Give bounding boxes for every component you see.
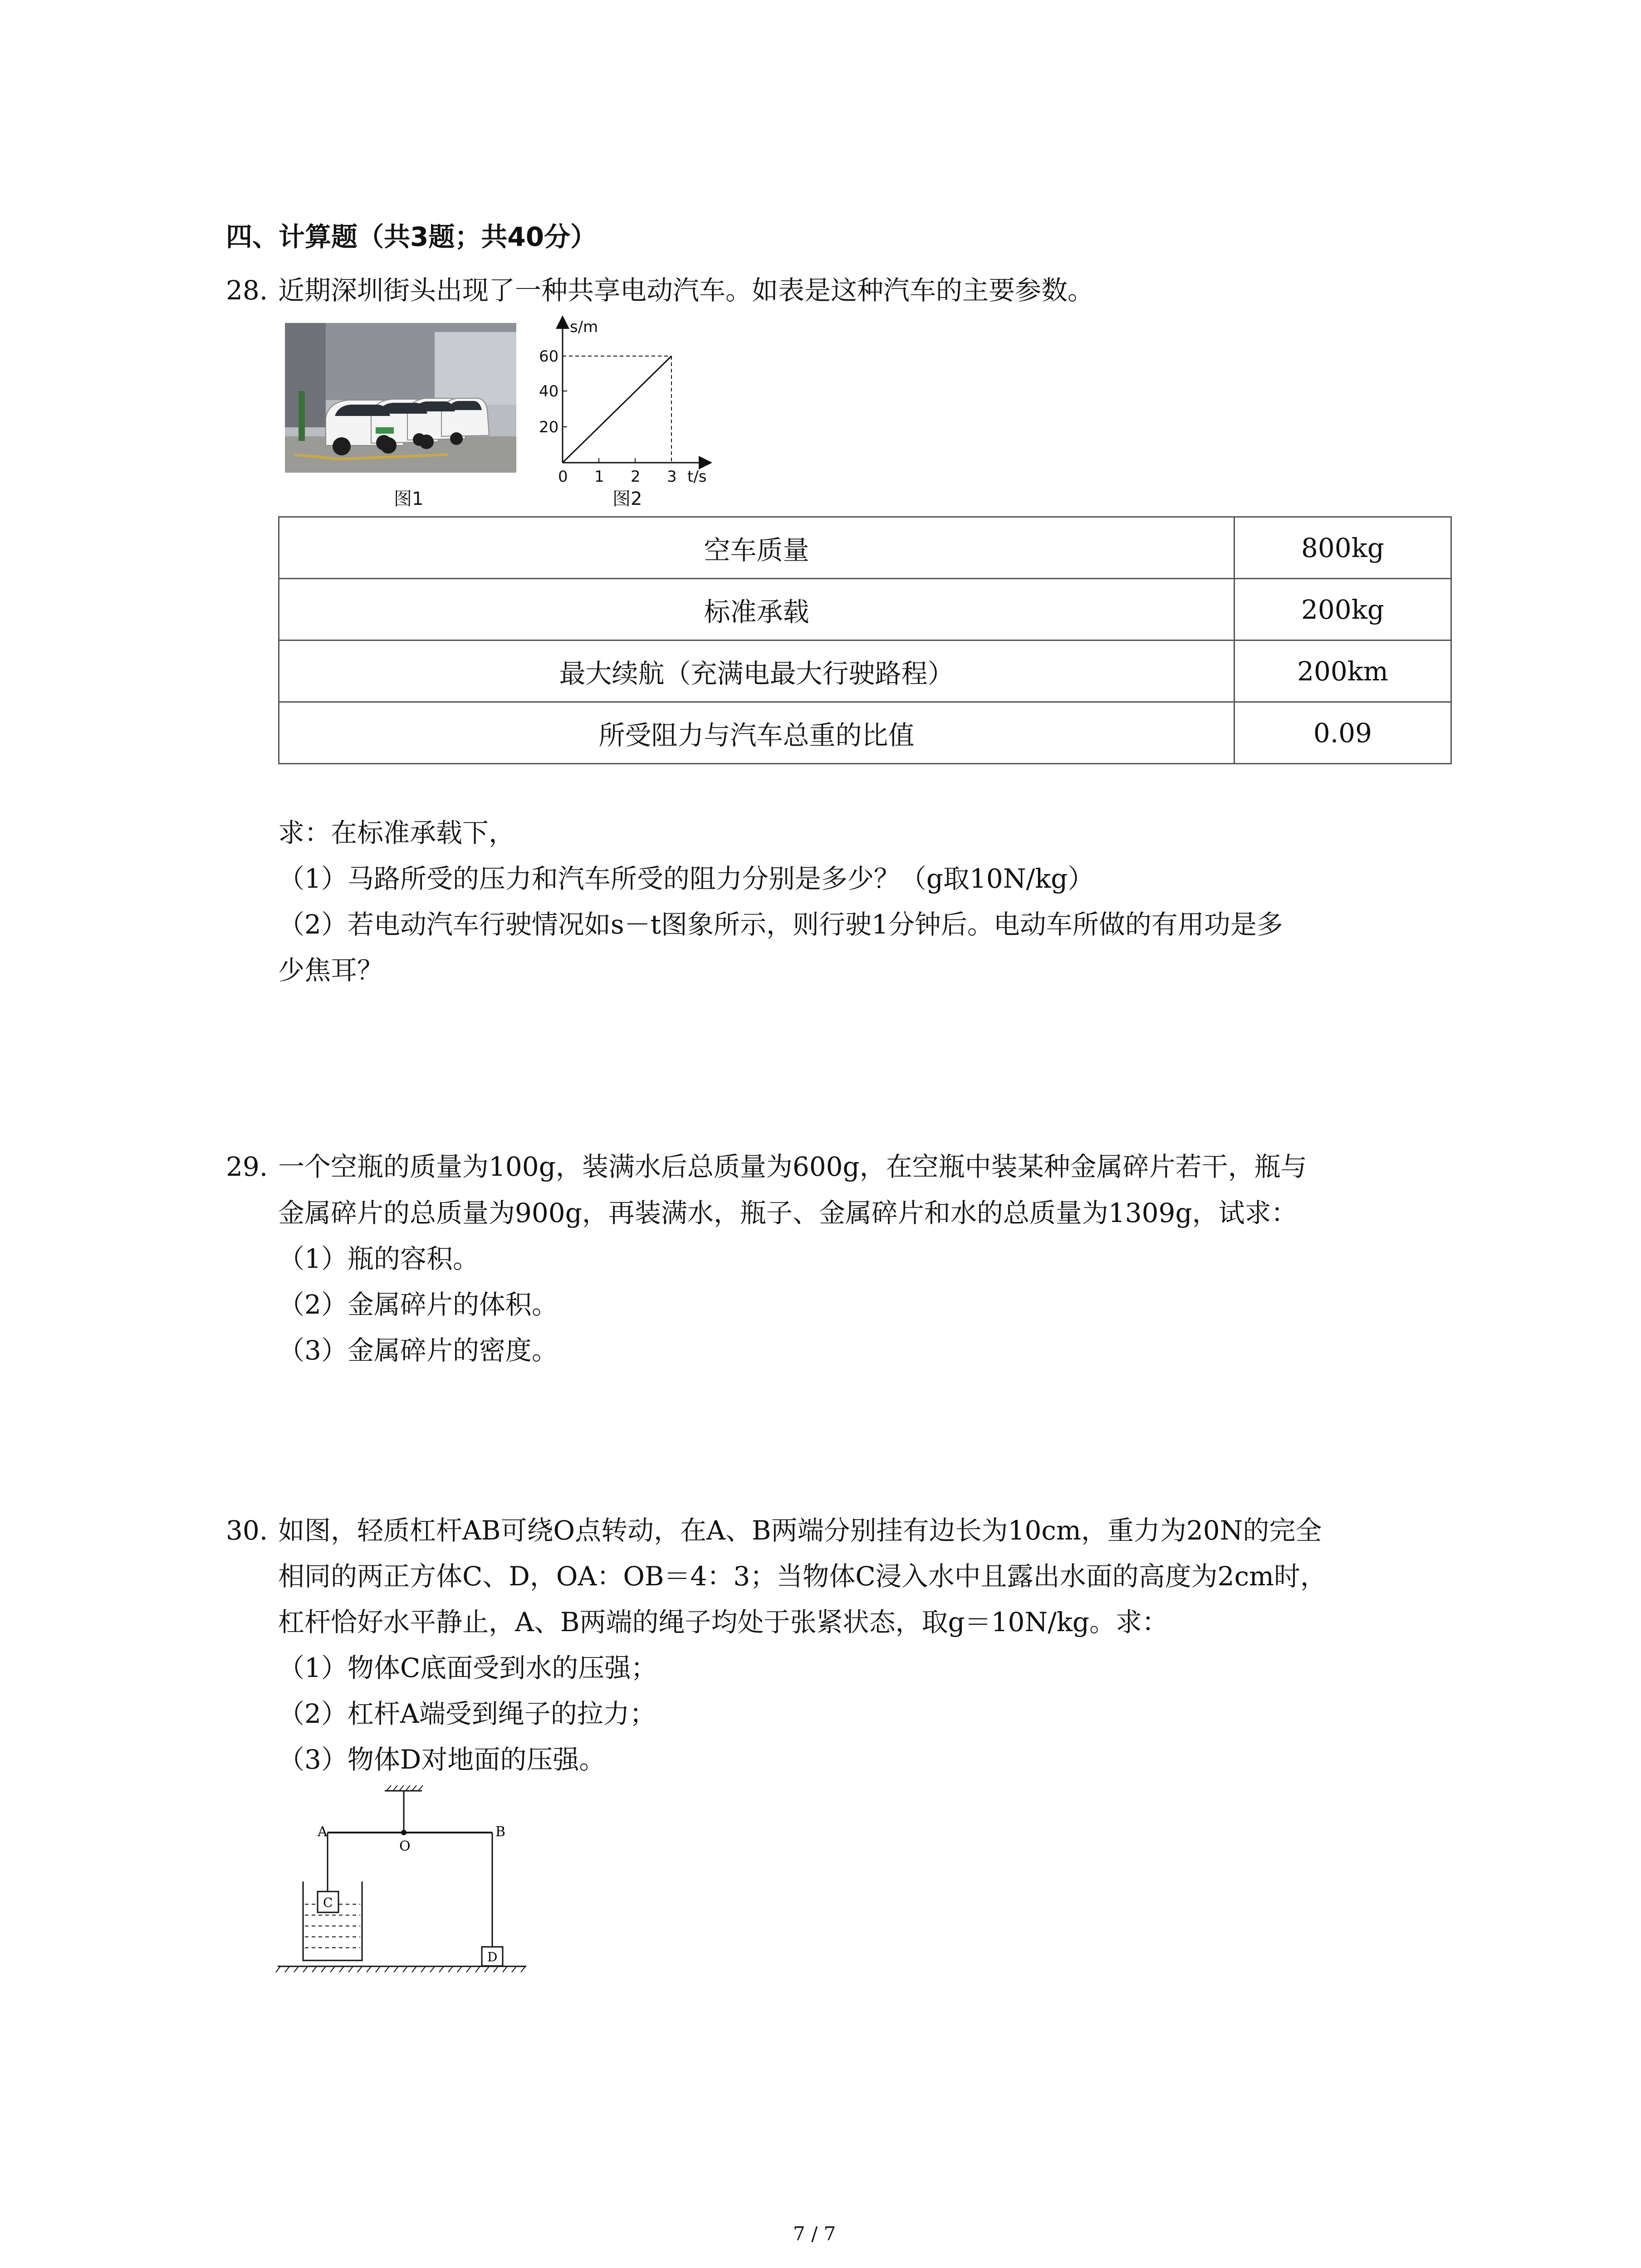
x-tick-0: 0	[558, 468, 568, 485]
table-row	[279, 517, 1451, 579]
page-number: 7 / 7	[793, 2223, 836, 2245]
label-C: C	[323, 1895, 333, 1910]
y-tick-40: 40	[539, 382, 559, 401]
y-axis-label: s/m	[570, 318, 598, 336]
lever-diagram	[272, 1783, 535, 1973]
table-row	[279, 640, 1451, 702]
label-D: D	[487, 1950, 498, 1965]
label-O: O	[399, 1838, 411, 1854]
q30-sub2: （2）杠杆A端受到绳子的拉力；	[278, 1698, 656, 1729]
q29-sub3: （3）金属碎片的密度。	[278, 1335, 558, 1366]
q28-number: 28.	[226, 275, 268, 306]
q29-line2: 金属碎片的总质量为900g，再装满水，瓶子、金属碎片和水的总质量为1309g，试求：	[278, 1198, 1298, 1228]
q28-sub2-line1: （2）若电动汽车行驶情况如s－t图象所示，则行驶1分钟后。电动车所做的有用功是多	[278, 909, 1283, 940]
car-photo	[285, 323, 516, 473]
table-cell: 200kg	[1234, 579, 1451, 640]
table-cell: 800kg	[1234, 517, 1451, 579]
label-A: A	[318, 1824, 328, 1840]
q28-stem: 近期深圳街头出现了一种共享电动汽车。如表是这种汽车的主要参数。	[278, 275, 1094, 306]
table-cell: 空车质量	[279, 517, 1234, 579]
st-graph	[526, 313, 717, 485]
q29-sub1: （1）瓶的容积。	[278, 1243, 479, 1274]
q30-line1: 如图，轻质杠杆AB可绕O点转动，在A、B两端分别挂有边长为10cm，重力为20N的完全	[278, 1515, 1322, 1546]
x-tick-2: 2	[631, 468, 641, 485]
x-tick-1: 1	[594, 468, 604, 485]
table-row	[279, 579, 1451, 640]
q29-line1: 一个空瓶的质量为100g，装满水后总质量为600g，在空瓶中装某种金属碎片若干，瓶与	[278, 1151, 1307, 1182]
st-line	[563, 356, 671, 463]
table-cell: 最大续航（充满电最大行驶路程）	[279, 640, 1234, 702]
params-table	[278, 516, 1452, 764]
fig2-caption: 图2	[612, 489, 642, 509]
fig1-caption: 图1	[394, 489, 424, 509]
x-axis-label: t/s	[687, 468, 707, 485]
label-B: B	[495, 1824, 506, 1840]
section-title: 四、计算题（共3题；共40分）	[226, 221, 597, 252]
q30-sub3: （3）物体D对地面的压强。	[278, 1744, 606, 1775]
y-tick-20: 20	[539, 418, 559, 436]
q28-sub2-line2: 少焦耳？	[278, 955, 384, 986]
q28-ask: 求：在标准承载下，	[278, 817, 515, 848]
q30-number: 30.	[226, 1515, 268, 1546]
q30-line2: 相同的两正方体C、D，OA：OB＝4：3；当物体C浸入水中且露出水面的高度为2cm时，	[278, 1561, 1327, 1592]
q30-sub1: （1）物体C底面受到水的压强；	[278, 1652, 657, 1683]
q28-sub1: （1）马路所受的压力和汽车所受的阻力分别是多少？（g取10N/kg）	[278, 863, 1094, 894]
table-cell: 标准承载	[279, 579, 1234, 640]
x-tick-3: 3	[667, 468, 677, 485]
table-cell: 200km	[1234, 640, 1451, 702]
q29-sub2: （2）金属碎片的体积。	[278, 1289, 558, 1320]
q30-line3: 杠杆恰好水平静止，A、B两端的绳子均处于张紧状态，取g＝10N/kg。求：	[278, 1607, 1169, 1637]
q29-number: 29.	[226, 1151, 268, 1182]
pivot-O	[401, 1830, 407, 1835]
table-cell: 0.09	[1234, 702, 1451, 764]
y-tick-60: 60	[539, 347, 559, 366]
table-row	[279, 702, 1451, 764]
table-cell: 所受阻力与汽车总重的比值	[279, 702, 1234, 764]
